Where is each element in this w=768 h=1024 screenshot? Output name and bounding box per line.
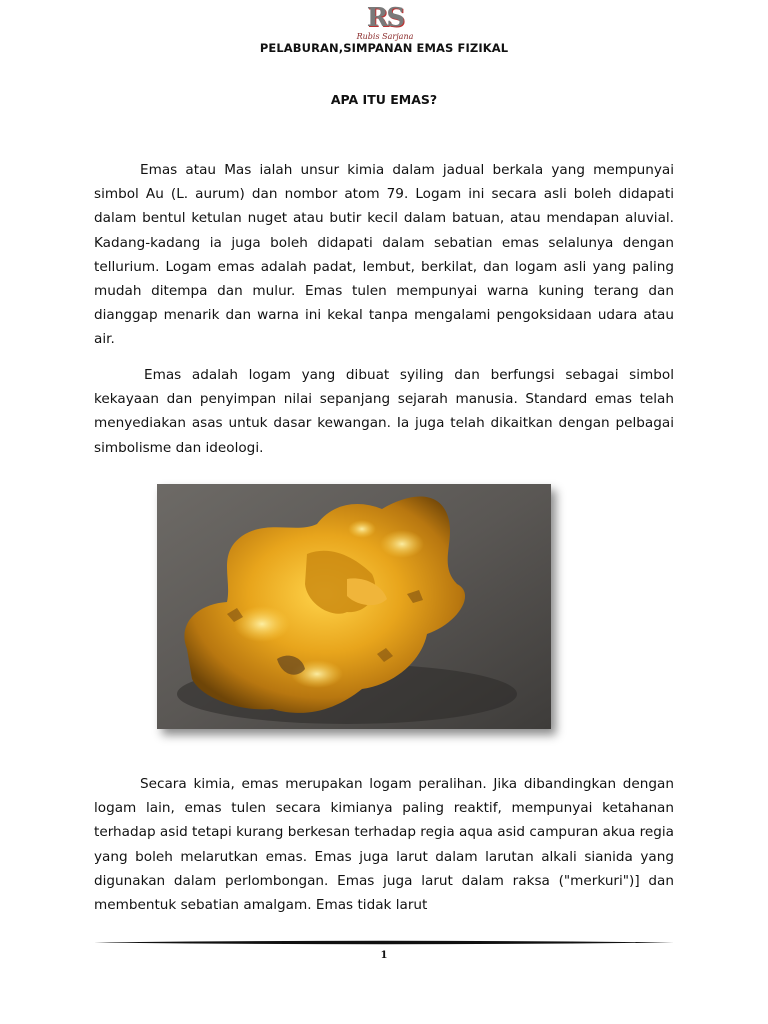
page-title: APA ITU EMAS? [330,92,438,107]
page-number: 1 [380,950,388,961]
paragraph-1: Emas atau Mas ialah unsur kimia dalam jadual berkala yang mempunyai simbol Au (L. aurum) dan nombor atom 79. Logam ini secara asli boleh didapati dalam bentul ketulan nuget atau butir kecil dalam batuan, atau mendapan aluvial. Kadang-kadang ia juga boleh didapati dalam sebatian emas selalunya dengan tellurium. Logam emas adalah padat, lembut, berkilat, dan logam asli yang paling mudah ditempa dan mulur. Emas tulen mempunyai warna kuning terang dan dianggap menarik dan warna ini kekal tanpa mengalami pengoksidaan udara atau air. [94,162,674,348]
footer-divider [94,940,674,945]
logo-mark: RS [366,3,404,33]
publisher-logo [355,4,415,44]
document-header: PELABURAN,SIMPANAN EMAS FIZIKAL [259,41,509,55]
paragraph-2: Emas adalah logam yang dibuat syiling dan berfungsi sebagai simbol kekayaan dan penyimpan nilai sepanjang sejarah manusia. Standard emas telah menyediakan asas untuk dasar kewangan. Ia juga telah dikaitkan dengan pelbagai simbolisme dan ideologi. [94,367,674,456]
logo-subtitle: Rubis Sarjana [356,32,414,41]
paragraph-3: Secara kimia, emas merupakan logam peralihan. Jika dibandingkan dengan logam lain, emas tulen secara kimianya paling reaktif, mempunyai ketahanan terhadap asid tetapi kurang berkesan terhadap regia aqua asid campuran akua regia yang boleh melarutkan emas. Emas juga larut dalam larutan alkali sianida yang digunakan dalam perlombongan. Emas juga larut dalam raksa ("merkuri")] dan membentuk sebatian amalgam. Emas tidak larut [94,776,674,914]
gold-nugget-photo [157,484,551,729]
